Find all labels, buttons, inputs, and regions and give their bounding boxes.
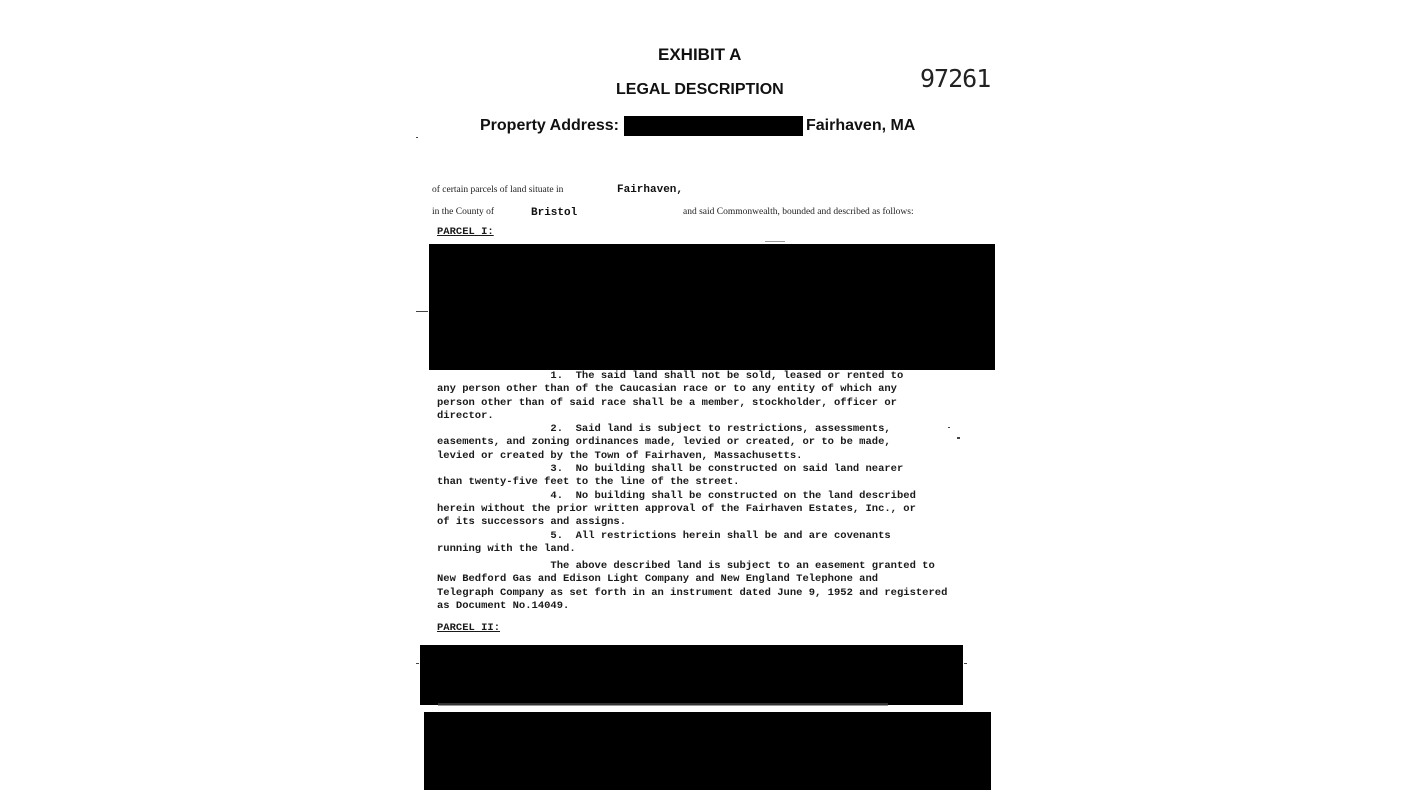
address-redaction xyxy=(624,116,803,136)
exhibit-title: EXHIBIT A xyxy=(658,45,742,64)
restriction-line: easements, and zoning ordinances made, levied or created, or to be made, xyxy=(437,436,891,449)
restriction-line: any person other than of the Caucasian race or to any entity of which any xyxy=(437,383,897,396)
county-prefix: in the County of xyxy=(432,207,495,217)
parcel-2-heading: PARCEL II: xyxy=(437,622,501,634)
clipped-text-remnant xyxy=(438,703,888,706)
parcel-1-redaction xyxy=(429,244,995,370)
parcel-2-redaction-2 xyxy=(424,712,991,790)
town-name: Fairhaven, xyxy=(617,184,684,196)
parcel-2-redaction-1 xyxy=(420,645,963,705)
scan-speck xyxy=(765,241,785,242)
bounded-text: and said Commonwealth, bounded and described as follows: xyxy=(683,207,914,217)
restriction-line: director. xyxy=(437,409,494,422)
restriction-line: than twenty-five feet to the line of the street. xyxy=(437,476,740,489)
easement-line: Telegraph Company as set forth in an instrument dated June 9, 1952 and registered xyxy=(437,586,948,599)
scan-speck xyxy=(416,311,428,312)
easement-line: The above described land is subject to an easement granted to xyxy=(437,560,935,573)
restriction-line: 2. Said land is subject to restrictions, assessments, xyxy=(437,423,891,436)
restriction-line: 5. All restrictions herein shall be and are covenants xyxy=(437,529,891,542)
restriction-line: herein without the prior written approval of the Fairhaven Estates, Inc., or xyxy=(437,502,916,515)
property-address-city: Fairhaven, MA xyxy=(806,117,916,134)
document-number: 97261 xyxy=(920,64,991,93)
parcel-1-body xyxy=(437,370,997,613)
legal-description-title: LEGAL DESCRIPTION xyxy=(616,81,784,98)
county-name: Bristol xyxy=(531,207,578,219)
restriction-line: 4. No building shall be constructed on the land described xyxy=(437,489,916,502)
restriction-line: 3. No building shall be constructed on said land nearer xyxy=(437,463,904,476)
scan-speck xyxy=(957,437,960,439)
scan-speck xyxy=(964,663,967,664)
scan-speck xyxy=(948,427,950,428)
restriction-line: of its successors and assigns. xyxy=(437,516,627,529)
restriction-line: running with the land. xyxy=(437,542,576,555)
restriction-line: levied or created by the Town of Fairhaven, Massachusetts. xyxy=(437,449,803,462)
restriction-line: person other than of said race shall be a member, stockholder, officer or xyxy=(437,396,897,409)
property-address-label: Property Address: xyxy=(480,117,619,134)
scan-speck xyxy=(416,663,419,664)
situate-prefix: of certain parcels of land situate in xyxy=(432,185,564,195)
parcel-1-heading: PARCEL I: xyxy=(437,226,494,238)
easement-line: New Bedford Gas and Edison Light Company and New England Telephone and xyxy=(437,573,879,586)
easement-line: as Document No.14049. xyxy=(437,600,570,613)
restriction-line: 1. The said land shall not be sold, leased or rented to xyxy=(437,370,904,382)
scan-speck xyxy=(416,137,418,138)
